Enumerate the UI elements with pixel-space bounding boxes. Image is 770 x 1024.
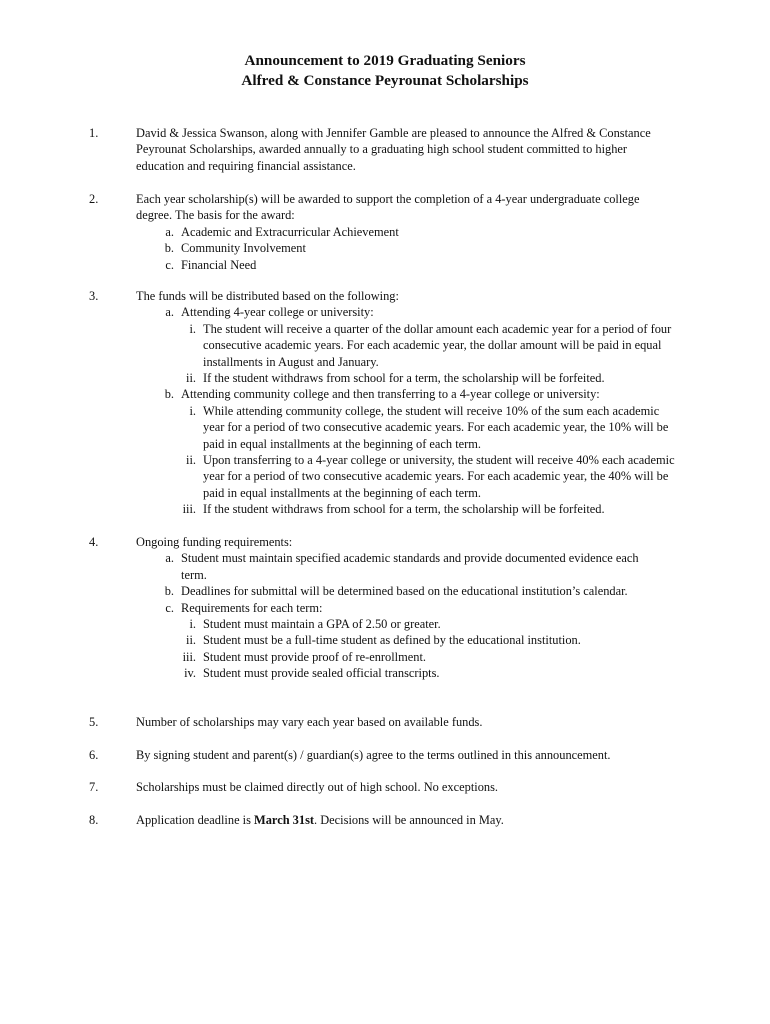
sub-sub-text: Student must provide proof of re-enrollment. — [203, 649, 426, 664]
sub-text: Attending community college and then transferring to a 4-year college or university: — [181, 387, 600, 402]
sub-sub-label: ii. — [186, 453, 196, 468]
sub-label: a. — [165, 551, 174, 566]
sub-sub-item — [136, 321, 676, 370]
sub-sub-label: ii. — [186, 633, 196, 648]
sub-sub-item — [136, 616, 676, 632]
item-text — [136, 812, 676, 828]
sub-sub-item — [136, 501, 676, 517]
sub-text: Academic and Extracurricular Achievement — [181, 224, 399, 239]
sub-label: a. — [165, 224, 174, 239]
sub-sub-item — [136, 403, 676, 452]
item-number: 2. — [89, 192, 99, 206]
item-number: 3. — [89, 289, 99, 303]
sub-sub-item — [136, 452, 676, 501]
sub-label: b. — [164, 584, 174, 599]
sub-item — [136, 386, 676, 402]
sub-sub-text: If the student withdraws from school for a term, the scholarship will be forfeited. — [203, 502, 605, 517]
sub-sub-label: i. — [189, 617, 196, 632]
sub-sub-item — [136, 649, 676, 665]
sub-sub-text: The student will receive a quarter of the dollar amount each academic year for a period of four consecutive academic years. For each academic year, the dollar amount will be paid in equal installments in August and January. — [203, 321, 672, 369]
sub-label: b. — [164, 387, 174, 402]
sub-text: Deadlines for submittal will be determined based on the educational institution’s calendar. — [181, 584, 628, 599]
item-number: 5. — [89, 715, 99, 729]
sub-text: Financial Need — [181, 257, 257, 272]
item-body — [136, 534, 676, 682]
item-text: The funds will be distributed based on the following: — [136, 289, 399, 303]
sub-label: c. — [165, 600, 174, 615]
document-title: Announcement to 2019 Graduating Seniors — [244, 52, 526, 69]
item-number: 1. — [89, 126, 99, 140]
sub-sub-label: iii. — [182, 502, 196, 517]
item-text: Scholarships must be claimed directly out of high school. No exceptions. — [136, 780, 499, 794]
sub-sub-label: iv. — [184, 666, 196, 681]
sub-sub-text: Student must maintain a GPA of 2.50 or greater. — [203, 617, 441, 632]
item-text: David & Jessica Swanson, along with Jennifer Gamble are pleased to announce the Alfred & Constance Peyrounat Scholarships, awarded annually to a graduating high school student committed to higher education and requiring financial assistance. — [136, 126, 651, 173]
sub-text: Community Involvement — [181, 241, 306, 256]
sub-item — [136, 600, 676, 616]
item-body — [136, 191, 676, 273]
sub-sub-label: i. — [189, 321, 196, 336]
sub-item — [136, 304, 676, 320]
sub-text: Attending 4-year college or university: — [181, 305, 374, 320]
sub-sub-label: i. — [189, 403, 196, 418]
deadline-text-after: . Decisions will be announced in May. — [314, 813, 504, 827]
sub-item — [136, 240, 676, 256]
item-text: Ongoing funding requirements: — [136, 535, 293, 549]
sub-label: c. — [165, 257, 174, 272]
sub-item — [136, 257, 676, 273]
sub-sub-label: ii. — [186, 371, 196, 386]
sub-sub-text: While attending community college, the student will receive 10% of the sum each academic year for a period of two consecutive academic years. For each academic year, the 10% will be paid in equal installments at the beginning of each term. — [203, 403, 669, 451]
sub-sub-label: iii. — [182, 649, 196, 664]
sub-sub-item — [136, 370, 676, 386]
deadline-date: March 31st — [254, 813, 315, 827]
sub-sub-text: If the student withdraws from school for a term, the scholarship will be forfeited. — [203, 371, 605, 386]
sub-item — [136, 550, 666, 583]
sub-text: Student must maintain specified academic standards and provide documented evidence each term. — [181, 551, 639, 582]
sub-label: a. — [165, 305, 174, 320]
item-number: 7. — [89, 780, 99, 794]
item-number: 8. — [89, 813, 99, 827]
sub-sub-item — [136, 632, 676, 648]
item-text: By signing student and parent(s) / guardian(s) agree to the terms outlined in this announcement. — [136, 748, 611, 762]
deadline-text-before: Application deadline is — [136, 813, 255, 827]
sub-sub-item — [136, 665, 676, 681]
item-text: Each year scholarship(s) will be awarded to support the completion of a 4-year undergraduate college degree. The basis for the award: — [136, 192, 640, 223]
sub-sub-text: Upon transferring to a 4-year college or university, the student will receive 40% each academic year for a period of two consecutive academic years. For each academic year, the 40% will be paid in equal installments at the beginning of each term. — [203, 453, 675, 500]
item-text: Number of scholarships may vary each year based on available funds. — [136, 715, 483, 729]
sub-text: Requirements for each term: — [181, 600, 323, 615]
item-number: 6. — [89, 748, 99, 762]
sub-label: b. — [164, 241, 174, 256]
sub-item — [136, 583, 636, 599]
document-subtitle: Alfred & Constance Peyrounat Scholarships — [241, 72, 529, 89]
sub-sub-text: Student must be a full-time student as defined by the educational institution. — [203, 633, 581, 648]
item-body — [136, 288, 676, 518]
item-number: 4. — [89, 535, 99, 549]
sub-item — [136, 224, 676, 240]
sub-sub-text: Student must provide sealed official transcripts. — [203, 666, 440, 681]
